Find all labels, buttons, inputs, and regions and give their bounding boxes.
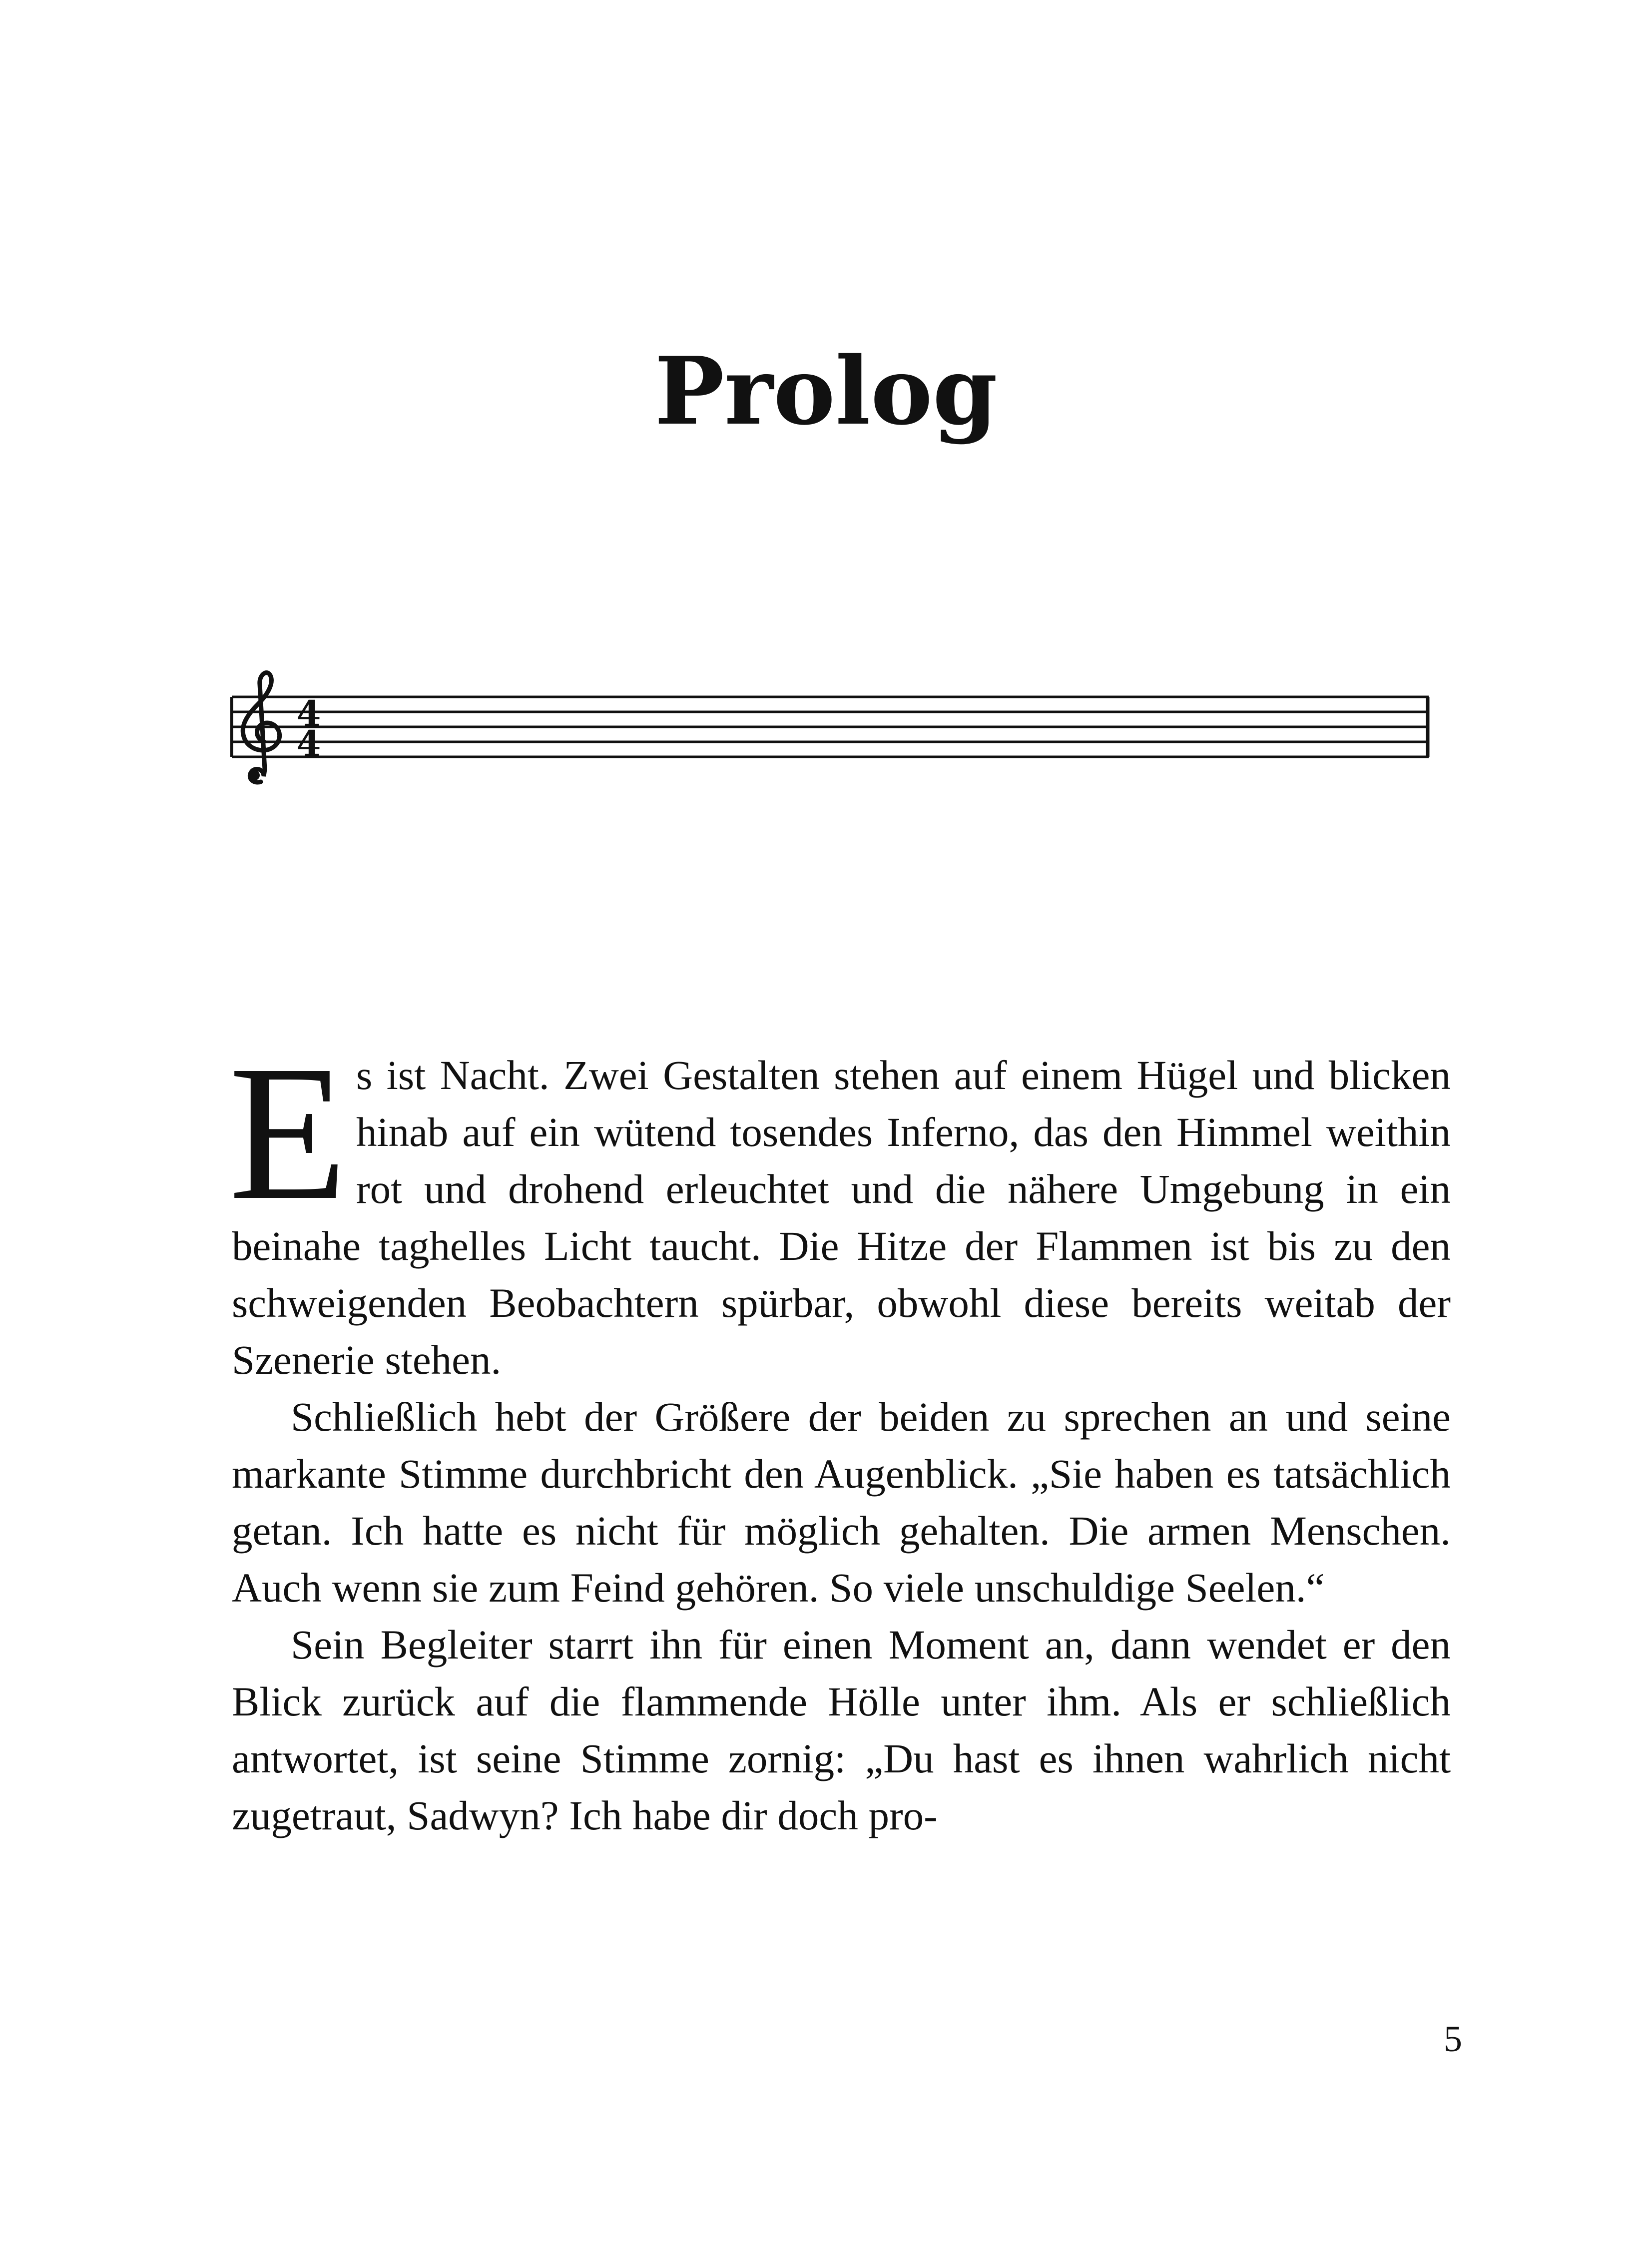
drop-cap: E [229, 1025, 348, 1240]
music-staff [225, 664, 1454, 804]
time-signature-bottom: 4 [296, 723, 321, 764]
page-number: 5 [1444, 2019, 1462, 2060]
paragraph-3: Sein Begleiter starrt ihn für einen Moment an, dann wendet er den Blick zurück auf die flammende Hölle unter ihm. Als er schließlich antwortet, ist seine Stimme zornig: „Du hast es ihnen wahrlich nicht zugetraut, Sadwyn? Ich habe dir doch pro- [232, 1622, 1451, 1838]
paragraph-2: Schließlich hebt der Größere der beiden zu sprechen an und seine markante Stimme durchbricht den Augenblick. „Sie haben es tatsächlich getan. Ich hatte es nicht für möglich gehalten. Die armen Menschen. Auch wenn sie zum Feind gehören. So viele unschuldige Seelen.“ [232, 1394, 1451, 1611]
paragraph-1-text: s ist Nacht. Zwei Gestalten stehen auf einem Hügel und blicken hinab auf ein wütend tosendes Inferno, das den Himmel weithin rot und drohend erleuchtet und die nähere Umgebung in ein beinahe taghelles Licht taucht. Die Hitze der Flammen ist bis zu den schweigenden Beobachtern spürbar, obwohl diese bereits weitab der Szenerie stehen. [232, 1052, 1451, 1383]
time-signature-top: 4 [296, 693, 321, 734]
chapter-title: Prolog [654, 336, 998, 446]
staff-lines [232, 697, 1429, 757]
prologue-text [229, 1025, 1451, 1844]
paragraph-1 [229, 1025, 1451, 1388]
